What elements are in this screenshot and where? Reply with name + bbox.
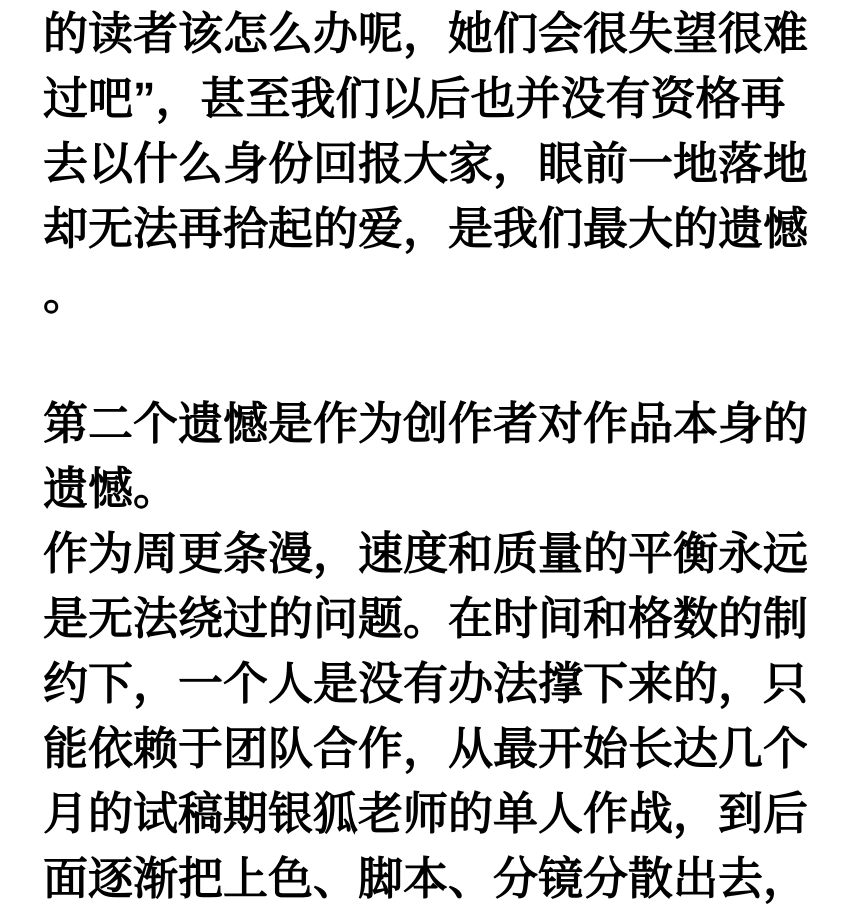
text-line: 过吧”，甚至我们以后也并没有资格再 [43, 73, 786, 124]
text-line: 却无法再拾起的爱，是我们最大的遗憾 [43, 203, 809, 254]
text-line: 第二个遗憾是作为创作者对作品本身的 [43, 398, 809, 449]
text-line: 去以什么身份回报大家，眼前一地落地 [43, 138, 809, 189]
text-line: 。 [43, 268, 89, 319]
text-line: 是无法绕过的问题。在时间和格数的制 [43, 593, 809, 644]
text-line: 遗憾。 [43, 463, 179, 514]
text-line: 的读者该怎么办呢，她们会很失望很难 [43, 8, 809, 59]
text-block [43, 1, 810, 911]
text-line: 面逐渐把上色、脚本、分镜分散出去， [43, 853, 809, 904]
text-line: 约下，一个人是没有办法撑下来的，只 [43, 658, 809, 709]
text-line: 能依赖于团队合作，从最开始长达几个 [43, 723, 809, 774]
text-line: 月的试稿期银狐老师的单人作战，到后 [43, 788, 809, 839]
text-line: 作为周更条漫，速度和质量的平衡永远 [43, 528, 809, 579]
blank-line [43, 326, 810, 391]
